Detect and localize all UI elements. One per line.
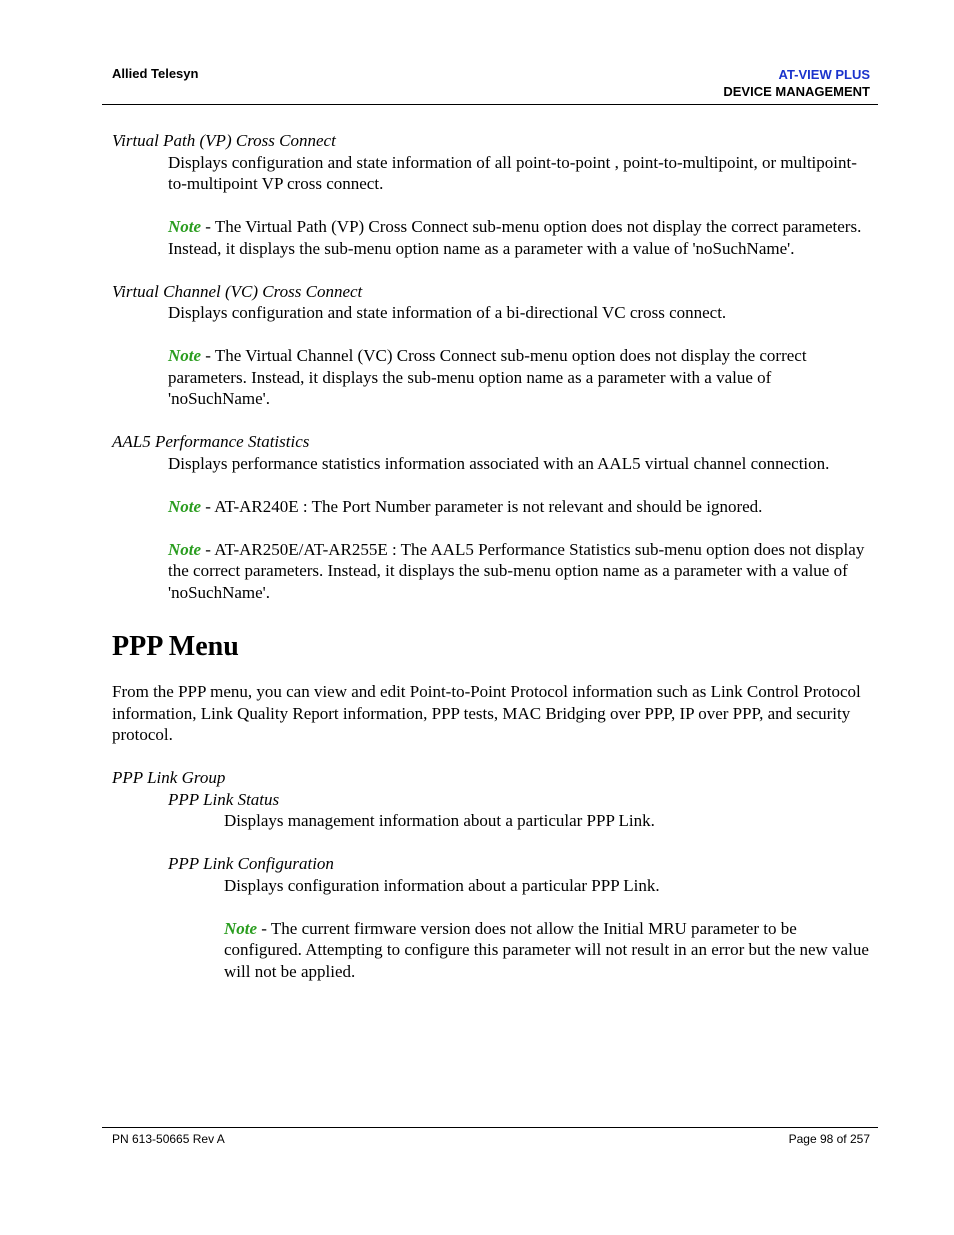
header-right: [723, 66, 870, 100]
header-divider: [102, 104, 878, 105]
note-label: Note: [224, 918, 258, 938]
vc-note-text: - The Virtual Channel (VC) Cross Connect sub-menu option does not display the correct parameters. Instead, it displays the sub-menu option name as a parameter with a value of 'noSuchName'.: [168, 346, 807, 408]
ppp-link-status-description: Displays management information about a particular PPP Link.: [224, 811, 655, 830]
footer-divider: [102, 1127, 878, 1128]
aal5-note-2: [168, 539, 872, 604]
header-product: AT-VIEW PLUS: [778, 67, 870, 82]
footer-part-number: PN 613-50665 Rev A: [112, 1132, 225, 1146]
ppp-intro: From the PPP menu, you can view and edit Point-to-Point Protocol information such as Link Control Protocol information, Link Quality Report information, PPP tests, MAC Bridging over PPP, IP over PPP, and security protocol.: [112, 682, 861, 744]
header-section: DEVICE MANAGEMENT: [723, 84, 870, 99]
header-company: Allied Telesyn: [112, 66, 199, 81]
note-label: Note: [168, 217, 202, 236]
page-content: [112, 130, 872, 982]
footer-page-number: Page 98 of 257: [788, 1132, 870, 1146]
ppp-link-config-description: Displays configuration information about a particular PPP Link.: [224, 875, 660, 895]
ppp-link-group-title: PPP Link Group: [112, 768, 226, 787]
aal5-note-1-text: - AT-AR240E : The Port Number parameter is not relevant and should be ignored.: [201, 496, 763, 516]
vc-description: Displays configuration and state information of a bi-directional VC cross connect.: [168, 303, 727, 322]
aal5-note-1: [168, 496, 872, 518]
aal5-description: Displays performance statistics information associated with an AAL5 virtual channel connection.: [168, 453, 830, 473]
vp-note-text: - The Virtual Path (VP) Cross Connect sub-menu option does not display the correct parameters. Instead, it displays the sub-menu option name as a parameter with a value of 'noSuchName'.: [168, 217, 862, 258]
note-label: Note: [168, 346, 202, 365]
ppp-link-config-title: PPP Link Configuration: [168, 854, 334, 873]
ppp-link-status-title: PPP Link Status: [168, 789, 280, 809]
ppp-link-config-note-text: - The current firmware version does not allow the Initial MRU parameter to be configured. Attempting to configure this parameter will not result in an error but the new value will not be applied.: [224, 918, 869, 981]
vp-description: Displays configuration and state information of all point-to-point , point-to-multipoint, or multipoint-to-multipoint VP cross connect.: [168, 152, 857, 193]
ppp-heading: PPP Menu: [112, 631, 239, 662]
aal5-note-2-text: - AT-AR250E/AT-AR255E : The AAL5 Performance Statistics sub-menu option does not display the correct parameters. Instead, it displays the sub-menu option name as a parameter with a value of 'noSuchName'.: [168, 539, 865, 602]
vp-note: [168, 216, 872, 259]
note-label: Note: [168, 539, 202, 559]
aal5-title: AAL5 Performance Statistics: [112, 432, 310, 451]
vp-title: Virtual Path (VP) Cross Connect: [112, 131, 336, 150]
note-label: Note: [168, 496, 202, 516]
vc-note: [168, 345, 872, 410]
ppp-link-config-note: [224, 918, 872, 983]
vc-title: Virtual Channel (VC) Cross Connect: [112, 281, 363, 301]
